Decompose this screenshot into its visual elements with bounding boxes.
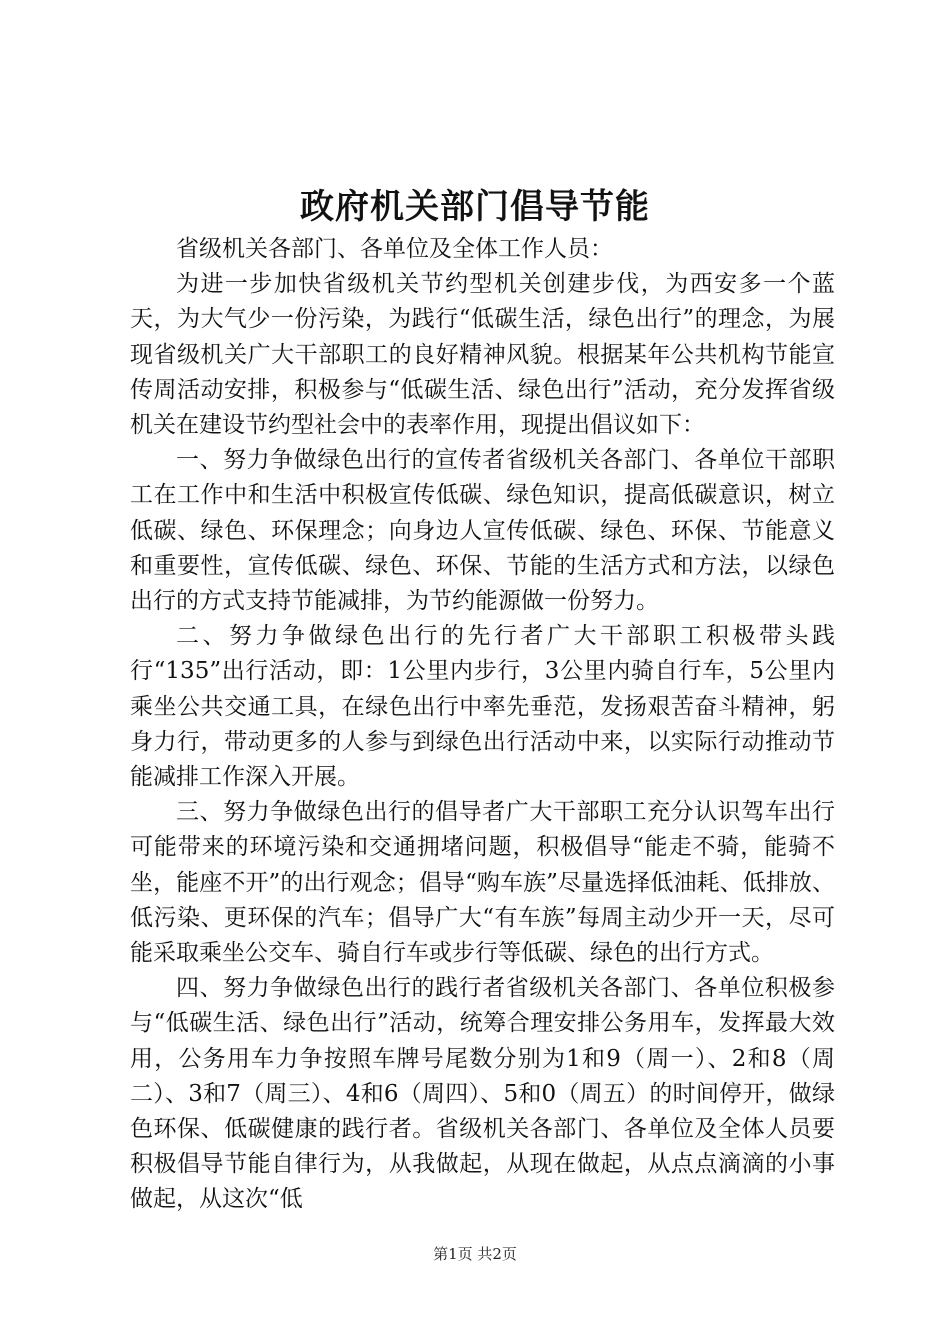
- paragraph-item-2: 二、努力争做绿色出行的先行者广大干部职工积极带头践行“135”出行活动，即：1公里内步行，3公里内骑自行车，5公里内乘坐公共交通工具，在绿色出行中率先垂范，发扬艰苦奋斗精神，躬身力行，带动更多的人参与到绿色出行活动中来，以实际行动推动节能减排工作深入开展。: [130, 623, 835, 791]
- document-body: [130, 232, 835, 1218]
- document-title: 政府机关部门倡导节能: [300, 187, 650, 227]
- paragraph-item-3: 三、努力争做绿色出行的倡导者广大干部职工充分认识驾车出行可能带来的环境污染和交通拥堵问题，积极倡导“能走不骑，能骑不坐，能座不开”的出行观念；倡导“购车族”尽量选择低油耗、低排放、低污染、更环保的汽车；倡导广大“有车族”每周主动少开一天，尽可能采取乘坐公交车、骑自行车或步行等低碳、绿色的出行方式。: [130, 799, 835, 967]
- paragraph-item-1: 一、努力争做绿色出行的宣传者省级机关各部门、各单位干部职工在工作中和生活中积极宣传低碳、绿色知识，提高低碳意识，树立低碳、绿色、环保理念；向身边人宣传低碳、绿色、环保、节能意义和重要性，宣传低碳、绿色、环保、节能的生活方式和方法，以绿色出行的方式支持节能减排，为节约能源做一份努力。: [130, 447, 835, 615]
- greeting-line: 省级机关各部门、各单位及全体工作人员：: [176, 236, 613, 262]
- page-number-footer: 第1页 共2页: [433, 1245, 517, 1263]
- paragraph-item-4: 四、努力争做绿色出行的践行者省级机关各部门、各单位积极参与“低碳生活、绿色出行”活动，统筹合理安排公务用车，发挥最大效用，公务用车力争按照车牌号尾数分别为1和9（周一）、2和8（周二）、3和7（周三）、4和6（周四）、5和0（周五）的时间停开，做绿色环保、低碳健康的践行者。省级机关各部门、各单位及全体人员要积极倡导节能自律行为，从我做起，从现在做起，从点点滴滴的小事做起，从这次“低: [130, 975, 835, 1213]
- paragraph-intro: 为进一步加快省级机关节约型机关创建步伐，为西安多一个蓝天，为大气少一份污染，为践行“低碳生活，绿色出行”的理念，为展现省级机关广大干部职工的良好精神风貌。根据某年公共机构节能宣传周活动安排，积极参与“低碳生活、绿色出行”活动，充分发挥省级机关在建设节约型社会中的表率作用，现提出倡议如下：: [130, 271, 835, 439]
